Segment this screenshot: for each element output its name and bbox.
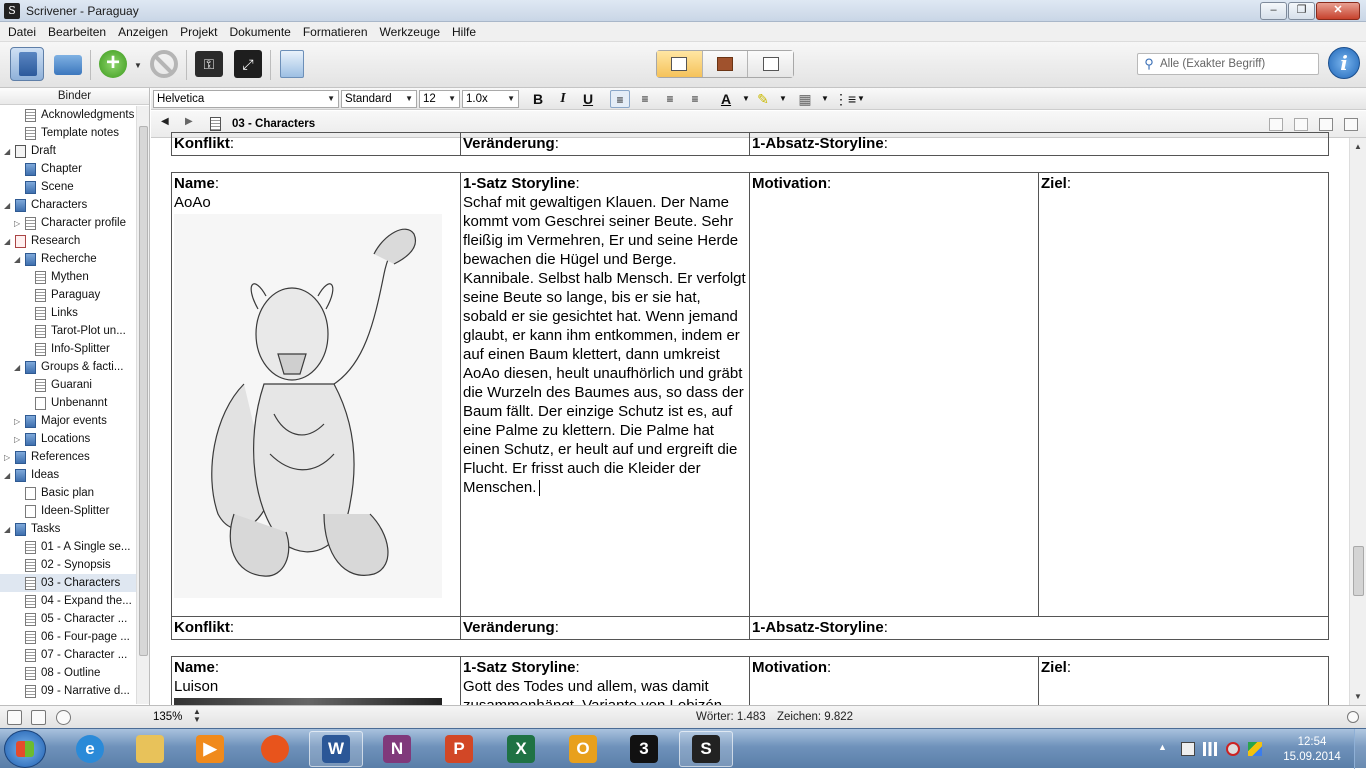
name-cell[interactable]: Name: AoAo xyxy=(172,173,461,617)
binder-item[interactable] xyxy=(0,394,136,412)
search-field[interactable] xyxy=(1137,53,1319,75)
status-footer xyxy=(0,705,1366,728)
ziel-label: Ziel xyxy=(1041,659,1067,676)
outliner-icon xyxy=(763,57,779,71)
disclosure-closed-icon[interactable]: ▷ xyxy=(4,452,11,462)
binder-item-label: 09 - Narrative d... xyxy=(41,685,130,697)
italic-button[interactable]: I xyxy=(560,91,566,106)
storyline-text: Schaf mit gewaltigen Klauen. Der Name kommt vom Geschrei seiner Beute. Sehr fleißig im Vermehren, Er und seine Herde bewachen die Hügel und Berge. Kannibale. Selbst halb Mensch. Er verfolgt seine Beute so lange, bis er sie hat, sobald er sie gesichtet hat. Wenn jemand glaubt, er kann ihm entkommen, indem er auf einen Baum klettert, dann umkreist AoAo diesen, heult unaufhörlich und gräbt die Wurzeln des Baumes aus, so dass der Baum fällt. Der einzige Schutz ist es, auf eine Palme zu klettern. Die Palme hat einen Schutz, er heult auf und ergreift die Flucht. Er frisst auch die Kleider der Menschen. xyxy=(463,194,746,496)
binder-item-label: 06 - Four-page ... xyxy=(41,631,130,643)
binder-toggle-button[interactable] xyxy=(10,47,44,81)
binder-item-label: Research xyxy=(31,235,81,247)
document-icon xyxy=(25,577,36,590)
line-spacing-value: 1.0x xyxy=(466,93,488,105)
binder-item-label: Characters xyxy=(31,199,88,211)
zoom-stepper-icon[interactable]: ▲ ▼ xyxy=(193,707,201,724)
document-icon xyxy=(35,289,46,302)
text-cursor xyxy=(539,480,540,496)
window-title: Scrivener - Paraguay xyxy=(26,3,139,18)
align-justify-button[interactable]: ≡ xyxy=(666,92,674,106)
list-icon[interactable]: ⋮≡ xyxy=(834,91,857,107)
binder-item[interactable] xyxy=(0,610,136,628)
binder-tree xyxy=(0,106,136,700)
binder-item[interactable] xyxy=(0,628,136,646)
document-icon xyxy=(210,117,221,131)
binder-item[interactable] xyxy=(0,682,136,700)
char-count: Zeichen: 9.822 xyxy=(777,711,854,723)
menu-formatieren[interactable]: Formatieren xyxy=(302,24,368,39)
binder-item-label: 04 - Expand the... xyxy=(41,595,132,607)
scrivenings-view-button[interactable] xyxy=(657,51,703,77)
device-icon[interactable] xyxy=(1181,742,1195,756)
outliner-view-button[interactable] xyxy=(748,51,793,77)
previous-document-icon[interactable] xyxy=(1269,118,1283,131)
binder-item[interactable] xyxy=(0,160,136,178)
add-folder-icon[interactable] xyxy=(31,710,46,725)
scrollbar-thumb[interactable] xyxy=(1353,546,1364,596)
folder-icon xyxy=(15,469,26,482)
document-icon xyxy=(25,685,36,698)
disclosure-open-icon[interactable]: ◢ xyxy=(4,146,11,156)
corkboard-view-button[interactable] xyxy=(703,51,749,77)
folder-icon xyxy=(15,451,26,464)
align-right-button[interactable]: ≡ xyxy=(691,92,699,106)
binder-item-label: Ideen-Splitter xyxy=(41,505,110,517)
character-name: AoAo xyxy=(174,194,211,211)
document-icon xyxy=(35,307,46,320)
taskbar-scrivener-button[interactable] xyxy=(679,731,733,767)
veraenderung-cell[interactable]: Veränderung: xyxy=(461,617,750,640)
taskbar-outlook-button[interactable] xyxy=(556,731,610,767)
binder-item[interactable] xyxy=(0,358,136,376)
system-clock[interactable] xyxy=(1282,735,1342,765)
taskbar-three-button[interactable] xyxy=(617,731,671,767)
document-icon xyxy=(35,271,46,284)
binder-item[interactable] xyxy=(0,502,136,520)
disclosure-open-icon[interactable]: ◢ xyxy=(4,524,11,534)
taskbar-media-button[interactable] xyxy=(183,731,237,767)
document-icon xyxy=(25,613,36,626)
binder-item-label: Chapter xyxy=(41,163,82,175)
underline-button[interactable]: U xyxy=(582,91,594,107)
excel-icon: X xyxy=(507,735,535,763)
fullscreen-icon: ⤢ xyxy=(234,50,262,78)
align-center-button[interactable]: ≡ xyxy=(641,92,649,106)
binder-item-label: Tasks xyxy=(31,523,61,535)
line-spacing-select[interactable] xyxy=(462,90,519,108)
taskbar-explorer-button[interactable] xyxy=(123,731,177,767)
menu-bearbeiten[interactable]: Bearbeiten xyxy=(48,24,107,39)
binder-item[interactable] xyxy=(0,322,136,340)
font-style-value: Standard xyxy=(345,93,392,105)
character-name: Luison xyxy=(174,678,219,695)
scroll-down-icon[interactable]: ▼ xyxy=(1354,692,1362,701)
binder-item[interactable] xyxy=(0,574,136,592)
binder-item[interactable] xyxy=(0,340,136,358)
folder-icon xyxy=(15,199,26,212)
binder-item[interactable] xyxy=(0,430,136,448)
character-table-aoao xyxy=(171,172,1329,640)
scroll-up-icon[interactable]: ▲ xyxy=(1354,142,1362,151)
motivation-cell[interactable]: Motivation: xyxy=(750,657,1039,737)
chevron-down-icon[interactable]: ▼ xyxy=(779,94,787,103)
name-label: Name xyxy=(174,175,215,192)
table-icon[interactable]: ▦ xyxy=(798,91,812,107)
font-size-value: 12 xyxy=(423,93,436,105)
bold-button[interactable]: B xyxy=(532,91,544,107)
menu-dokumente[interactable]: Dokumente xyxy=(229,24,291,39)
close-button[interactable]: ✕ xyxy=(1316,2,1360,20)
delete-button[interactable] xyxy=(147,47,181,81)
binder-item[interactable] xyxy=(0,556,136,574)
document-icon xyxy=(25,109,36,122)
powerpoint-icon: P xyxy=(445,735,473,763)
absatz-storyline-label: 1-Absatz-Storyline xyxy=(752,619,884,636)
word-count: Wörter: 1.483 xyxy=(696,711,766,723)
menu-datei[interactable]: Datei xyxy=(8,24,37,39)
disclosure-closed-icon[interactable]: ▷ xyxy=(14,416,21,426)
highlight-button[interactable]: ✎ xyxy=(757,91,769,107)
collections-button[interactable] xyxy=(51,47,85,81)
menu-projekt[interactable]: Projekt xyxy=(180,24,218,39)
gear-icon[interactable] xyxy=(56,710,71,725)
binder-item-label: Template notes xyxy=(41,127,119,139)
maximize-button[interactable]: ❐ xyxy=(1288,2,1315,20)
compile-icon xyxy=(280,50,304,78)
veraenderung-cell[interactable]: Veränderung: xyxy=(461,133,750,156)
binder-item[interactable] xyxy=(0,196,136,214)
konflikt-cell[interactable]: Konflikt: xyxy=(172,617,461,640)
binder-item[interactable] xyxy=(0,484,136,502)
word-icon: W xyxy=(322,735,350,763)
chevron-down-icon[interactable]: ▼ xyxy=(857,94,865,103)
menu-bar xyxy=(0,22,1366,42)
ziel-cell[interactable]: Ziel: xyxy=(1039,173,1329,617)
disclosure-open-icon[interactable]: ◢ xyxy=(14,362,21,372)
split-horizontal-icon[interactable] xyxy=(1344,118,1358,131)
collections-icon xyxy=(54,55,82,75)
name-cell[interactable]: Name: Luison xyxy=(172,657,461,737)
show-desktop-button[interactable] xyxy=(1354,729,1366,769)
menu-anzeigen[interactable]: Anzeigen xyxy=(118,24,169,39)
binder-item[interactable] xyxy=(0,106,136,124)
chevron-down-icon: ▼ xyxy=(507,94,515,103)
absatz-storyline-cell[interactable]: 1-Absatz-Storyline: xyxy=(750,133,1329,156)
add-document-button[interactable] xyxy=(96,47,130,81)
align-left-button[interactable]: ≡ xyxy=(610,90,630,108)
document-icon xyxy=(35,343,46,356)
clock-date: 15.09.2014 xyxy=(1283,751,1341,763)
document-icon xyxy=(25,505,36,518)
folder-icon xyxy=(25,253,36,266)
keywords-button[interactable] xyxy=(192,47,226,81)
document-title[interactable]: 03 - Characters xyxy=(232,118,316,130)
document-icon xyxy=(35,397,46,410)
binder-item-label: Locations xyxy=(41,433,91,445)
add-item-icon[interactable] xyxy=(7,710,22,725)
taskbar-ie-button[interactable] xyxy=(63,731,117,767)
clock-time: 12:54 xyxy=(1297,736,1327,748)
binder-icon xyxy=(19,52,37,76)
taskbar-excel-button[interactable] xyxy=(494,731,548,767)
satz-storyline-label: 1-Satz Storyline xyxy=(463,175,576,192)
folder-icon xyxy=(15,523,26,536)
key-icon: ⚿ xyxy=(195,51,223,77)
next-document-icon[interactable] xyxy=(1294,118,1308,131)
binder-panel xyxy=(0,88,150,705)
corkboard-icon xyxy=(717,57,733,71)
document-icon xyxy=(25,595,36,608)
font-size-select[interactable] xyxy=(419,90,460,108)
menu-hilfe[interactable]: Hilfe xyxy=(452,24,477,39)
binder-item-label: 07 - Character ... xyxy=(41,649,128,661)
document-icon xyxy=(25,649,36,662)
no-entry-icon xyxy=(150,50,178,78)
binder-item[interactable] xyxy=(0,142,136,160)
binder-item[interactable] xyxy=(0,304,136,322)
taskbar-onenote-button[interactable] xyxy=(370,731,424,767)
split-vertical-icon[interactable] xyxy=(1319,118,1333,131)
binder-item-label: References xyxy=(31,451,90,463)
disclosure-open-icon[interactable]: ◢ xyxy=(4,470,11,480)
tray-expand-icon[interactable]: ▲ xyxy=(1158,742,1167,752)
folder-icon xyxy=(25,361,36,374)
satz-storyline-label: 1-Satz Storyline xyxy=(463,659,576,676)
document-icon xyxy=(25,667,36,680)
font-family-value: Helvetica xyxy=(157,93,205,105)
binder-item-label: Ideas xyxy=(31,469,60,481)
binder-item[interactable] xyxy=(0,664,136,682)
document-icon xyxy=(25,217,36,230)
motivation-cell[interactable]: Motivation: xyxy=(750,173,1039,617)
search-placeholder: Alle (Exakter Begriff) xyxy=(1160,58,1266,70)
binder-item-label: Guarani xyxy=(51,379,92,391)
binder-item-label: Major events xyxy=(41,415,107,427)
disclosure-closed-icon[interactable]: ▷ xyxy=(14,434,21,444)
document-icon xyxy=(25,487,36,500)
document-icon xyxy=(671,57,687,71)
veraenderung-label: Veränderung xyxy=(463,135,555,152)
binder-item[interactable] xyxy=(0,214,136,232)
toolbar-separator xyxy=(186,50,187,80)
onenote-icon: N xyxy=(383,735,411,763)
binder-item[interactable] xyxy=(0,520,136,538)
binder-item-label: Character profile xyxy=(41,217,127,229)
disclosure-open-icon[interactable]: ◢ xyxy=(4,236,11,246)
toolbar-separator xyxy=(270,50,271,80)
back-arrow-icon[interactable]: ◀ xyxy=(161,116,169,127)
binder-item[interactable] xyxy=(0,376,136,394)
binder-item[interactable] xyxy=(0,592,136,610)
binder-item-label: Unbenannt xyxy=(51,397,108,409)
windows-logo-icon xyxy=(16,741,34,757)
binder-item[interactable] xyxy=(0,250,136,268)
name-label: Name xyxy=(174,659,215,676)
binder-item-label: Acknowledgments xyxy=(41,109,135,121)
scrivener-icon: S xyxy=(692,735,720,763)
disclosure-closed-icon[interactable]: ▷ xyxy=(14,218,21,228)
binder-item[interactable] xyxy=(0,448,136,466)
storyline-text: Gott des Todes und allem, was damit xyxy=(463,678,709,695)
konflikt-label: Konflikt xyxy=(174,135,230,152)
forward-arrow-icon[interactable]: ▶ xyxy=(185,116,193,127)
explorer-icon xyxy=(136,735,164,763)
binder-item[interactable] xyxy=(0,646,136,664)
binder-item-label: 03 - Characters xyxy=(41,577,121,589)
character-table-previous xyxy=(171,132,1329,156)
satz-storyline-cell[interactable]: 1-Satz Storyline: Gott des Todes und allem, was damit xyxy=(461,657,750,737)
binder-scrollbar[interactable] xyxy=(136,106,149,704)
editor-scrollbar[interactable] xyxy=(1349,138,1366,705)
folder-icon xyxy=(25,163,36,176)
folder-icon xyxy=(25,433,36,446)
firefox-icon xyxy=(261,735,289,763)
disclosure-open-icon[interactable]: ◢ xyxy=(4,200,11,210)
binder-header: Binder xyxy=(0,88,149,105)
ziel-cell[interactable]: Ziel: xyxy=(1039,657,1329,737)
document-icon xyxy=(15,145,26,158)
binder-item[interactable] xyxy=(0,232,136,250)
font-style-select[interactable] xyxy=(341,90,417,108)
search-icon[interactable]: ⚲ xyxy=(1144,56,1154,71)
font-family-select[interactable] xyxy=(153,90,339,108)
binder-item-label: Links xyxy=(51,307,78,319)
view-mode-group xyxy=(656,50,794,78)
drive-icon[interactable] xyxy=(1248,742,1262,756)
motivation-label: Motivation xyxy=(752,659,827,676)
target-icon[interactable] xyxy=(1347,711,1359,723)
motivation-label: Motivation xyxy=(752,175,827,192)
binder-item[interactable] xyxy=(0,124,136,142)
editor-pane[interactable] xyxy=(151,135,1349,705)
format-bar xyxy=(151,88,1366,110)
konflikt-label: Konflikt xyxy=(174,619,230,636)
binder-item-label: Basic plan xyxy=(41,487,95,499)
binder-item-label: Info-Splitter xyxy=(51,343,110,355)
windows-taskbar xyxy=(0,728,1366,768)
document-icon xyxy=(35,379,46,392)
minimize-button[interactable]: – xyxy=(1260,2,1287,20)
document-icon xyxy=(25,631,36,644)
absatz-storyline-cell[interactable]: 1-Absatz-Storyline: xyxy=(750,617,1329,640)
binder-item-label: Draft xyxy=(31,145,56,157)
toolbar-separator xyxy=(90,50,91,80)
binder-item-label: Tarot-Plot un... xyxy=(51,325,126,337)
binder-item[interactable] xyxy=(0,466,136,484)
character-sketch-image[interactable] xyxy=(174,214,442,598)
binder-item-label: 02 - Synopsis xyxy=(41,559,111,571)
binder-item[interactable] xyxy=(0,538,136,556)
document-icon xyxy=(25,559,36,572)
absatz-storyline-label: 1-Absatz-Storyline xyxy=(752,135,884,152)
volume-muted-icon[interactable] xyxy=(1226,742,1240,756)
document-icon xyxy=(15,235,26,248)
binder-item[interactable] xyxy=(0,286,136,304)
konflikt-cell[interactable]: Konflikt: xyxy=(172,133,461,156)
document-icon xyxy=(25,541,36,554)
binder-item-label: Scene xyxy=(41,181,74,193)
title-bar xyxy=(0,0,1366,22)
document-icon xyxy=(25,127,36,140)
chevron-down-icon: ▼ xyxy=(405,94,413,103)
binder-item[interactable] xyxy=(0,412,136,430)
satz-storyline-cell[interactable]: 1-Satz Storyline: Schaf mit gewaltigen Klauen. Der Name kommt vom Geschrei seiner Beute. Sehr fleißig im Vermehren, Er und seine Herde bewachen die Hügel und Berge. Kannibale. Selbst halb Mensch. Er verfolgt seine Beute so lange, bis er sie hat, sobald er sie gesichtet hat. Wenn jemand glaubt, er kann ihm entkommen, indem er auf einen Baum klettert, dann umkreist AoAo diesen, heult unaufhörlich und gräbt die Wurzeln des Baumes aus, so dass der Baum fällt. Der einzige Schutz ist es, auf eine Palme zu klettern. Die Palme hat einen Schutz, er heult auf und ergreift die Flucht. Er frisst auch die Kleider der Menschen. xyxy=(461,173,750,617)
add-dropdown-arrow-icon[interactable]: ▼ xyxy=(134,61,142,70)
composition-mode-button[interactable] xyxy=(231,47,265,81)
taskbar-firefox-button[interactable] xyxy=(248,731,302,767)
folder-icon xyxy=(25,415,36,428)
menu-werkzeuge[interactable]: Werkzeuge xyxy=(379,24,441,39)
disclosure-open-icon[interactable]: ◢ xyxy=(14,254,21,264)
binder-item-label: 05 - Character ... xyxy=(41,613,128,625)
start-button[interactable] xyxy=(4,730,46,768)
taskbar-powerpoint-button[interactable] xyxy=(432,731,486,767)
veraenderung-label: Veränderung xyxy=(463,619,555,636)
scrollbar-thumb[interactable] xyxy=(139,126,148,656)
chevron-down-icon[interactable]: ▼ xyxy=(821,94,829,103)
outlook-icon: O xyxy=(569,735,597,763)
taskbar-word-button[interactable] xyxy=(309,731,363,767)
binder-item-label: 01 - A Single se... xyxy=(41,541,131,553)
document-icon xyxy=(35,325,46,338)
binder-item-label: Paraguay xyxy=(51,289,101,301)
zoom-level[interactable]: 135% xyxy=(153,711,183,723)
three-icon: 3 xyxy=(630,735,658,763)
scrivener-app-icon[interactable]: S xyxy=(4,3,20,19)
media-icon: ▶ xyxy=(196,735,224,763)
chevron-down-icon: ▼ xyxy=(448,94,456,103)
binder-item[interactable] xyxy=(0,178,136,196)
info-button[interactable]: i xyxy=(1328,47,1360,79)
ie-icon: e xyxy=(76,735,104,763)
signal-icon[interactable] xyxy=(1203,742,1217,756)
folder-icon xyxy=(25,181,36,194)
binder-item-label: Mythen xyxy=(51,271,89,283)
compile-button[interactable] xyxy=(275,47,309,81)
text-color-button[interactable]: A xyxy=(720,91,732,107)
binder-item[interactable] xyxy=(0,268,136,286)
binder-item-label: Groups & facti... xyxy=(41,361,124,373)
chevron-down-icon[interactable]: ▼ xyxy=(742,94,750,103)
ziel-label: Ziel xyxy=(1041,175,1067,192)
binder-item-label: 08 - Outline xyxy=(41,667,101,679)
plus-icon: + xyxy=(99,50,127,78)
chevron-down-icon: ▼ xyxy=(327,94,335,103)
binder-item-label: Recherche xyxy=(41,253,97,265)
